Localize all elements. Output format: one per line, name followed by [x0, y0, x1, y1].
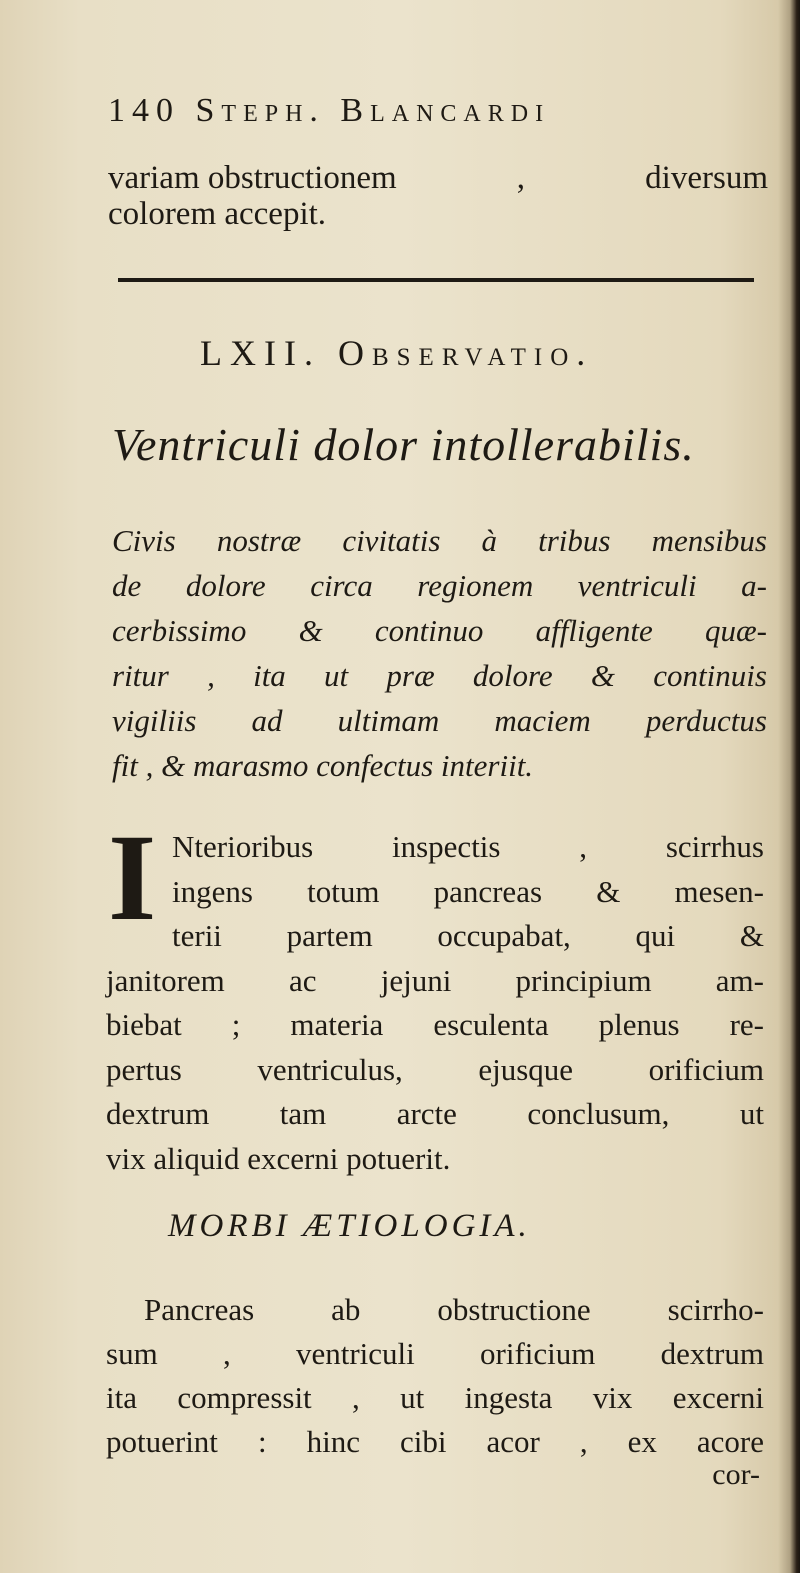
body-line [106, 1092, 764, 1137]
word: de [112, 568, 142, 603]
word: esculenta [433, 1007, 549, 1042]
word: Nterioribus [172, 829, 314, 864]
word: ingesta [464, 1380, 553, 1415]
carryover-line2: colorem accepit. [108, 196, 327, 232]
body-line: vix aliquid excerni potuerit. [106, 1140, 451, 1176]
word: , [579, 1424, 588, 1459]
body-line [106, 1048, 764, 1093]
word: obstructione [437, 1292, 591, 1327]
word: Civis [112, 523, 176, 558]
word: vix [592, 1380, 633, 1415]
section-line [106, 1288, 764, 1332]
summary-line [112, 698, 767, 743]
word: conclusum, [527, 1096, 670, 1131]
word: perductus [645, 703, 767, 738]
summary-line [112, 653, 767, 698]
drop-cap: I [108, 809, 157, 946]
word: terii [172, 918, 222, 953]
word: : [257, 1424, 267, 1459]
word: Pancreas [144, 1292, 255, 1327]
word: ita [106, 1380, 137, 1415]
word: qui [635, 918, 676, 953]
word: compressit [177, 1380, 312, 1415]
case-summary [112, 518, 767, 788]
word: continuo [374, 613, 484, 648]
body-line [106, 870, 764, 915]
word: orificium [648, 1051, 764, 1087]
word: hinc [306, 1424, 360, 1459]
word: civitatis [342, 523, 441, 558]
word: à [481, 523, 498, 558]
word: cerbissimo [112, 613, 247, 648]
word: biebat [106, 1007, 182, 1042]
section-rule [118, 278, 754, 282]
word: circa [310, 568, 373, 603]
aetiologia-paragraph [106, 1288, 764, 1464]
word: re- [729, 1007, 764, 1042]
summary-line [112, 518, 767, 563]
word: ; [231, 1007, 241, 1042]
body-paragraph [106, 809, 764, 1181]
word: ut [400, 1380, 425, 1415]
catchword: cor- [712, 1458, 760, 1491]
section-line [106, 1332, 764, 1376]
word: quæ- [704, 613, 767, 648]
word: sum [106, 1336, 158, 1371]
word: ut [324, 658, 349, 693]
word: ita [253, 658, 286, 693]
word: pancreas [433, 873, 543, 909]
body-line [106, 825, 764, 870]
word: ex [627, 1424, 657, 1459]
word: nostræ [216, 523, 302, 558]
word: scirrhus [665, 829, 764, 864]
summary-line [112, 563, 767, 608]
running-head: 140 Steph. Blancardi [108, 92, 551, 129]
word: ab [331, 1292, 361, 1327]
word: , [352, 1380, 360, 1415]
word: & [298, 613, 323, 648]
carryover-line1-left: variam obstructionem [108, 160, 397, 196]
word: tribus [538, 523, 611, 558]
word: occupabat, [437, 918, 571, 953]
carryover-line1-mid: , [516, 160, 526, 196]
word: scirrho- [667, 1292, 764, 1327]
word: ritur [112, 658, 169, 693]
word: plenus [598, 1007, 680, 1042]
word: tam [279, 1096, 327, 1131]
word: ventriculi [577, 568, 697, 603]
word: potuerint [106, 1424, 218, 1459]
word: dolore [185, 568, 266, 603]
word: continuis [653, 658, 767, 693]
word: dextrum [106, 1096, 210, 1131]
carryover-line1-right: diversum [645, 160, 768, 196]
word: præ [386, 658, 435, 693]
word: orificium [480, 1336, 596, 1371]
word: mensibus [651, 523, 767, 558]
word: ut [739, 1096, 764, 1131]
word: dextrum [660, 1336, 764, 1371]
word: am- [715, 962, 764, 998]
word: ejusque [478, 1051, 574, 1087]
word: vigiliis [112, 703, 197, 738]
summary-line: fit , & marasmo confectus interiit. [112, 748, 534, 783]
section-line [106, 1376, 764, 1420]
word: arcte [396, 1096, 457, 1131]
word: & [739, 918, 764, 953]
page-edge-shadow [778, 0, 800, 1573]
word: ventriculi [295, 1336, 415, 1371]
word: affligente [535, 613, 653, 648]
word: , [222, 1336, 231, 1371]
word: inspectis [392, 829, 501, 864]
word: pertus [106, 1051, 182, 1087]
word: jejuni [380, 962, 452, 998]
word: acor [486, 1424, 540, 1459]
word: janitorem [106, 962, 225, 998]
word: & [590, 658, 616, 693]
word: , [579, 829, 588, 864]
word: excerni [672, 1380, 764, 1415]
summary-line [112, 608, 767, 653]
body-line [106, 914, 764, 959]
word: mesen- [674, 873, 764, 909]
word: ad [251, 703, 283, 738]
observation-heading: LXII. Observatio. [200, 333, 594, 373]
word: maciem [494, 703, 591, 738]
observation-title: Ventriculi dolor intollerabilis. [112, 419, 695, 470]
body-line [106, 1003, 764, 1048]
word: dolore [472, 658, 553, 693]
word: ac [289, 962, 317, 998]
word: ventriculus, [257, 1051, 403, 1087]
carryover-text [108, 160, 768, 232]
word: ultimam [337, 703, 440, 738]
word: totum [307, 873, 380, 909]
word: ingens [172, 873, 253, 909]
word: materia [290, 1007, 384, 1042]
word: regionem [417, 568, 534, 603]
body-line [106, 959, 764, 1004]
section-line [106, 1420, 764, 1464]
word: partem [286, 918, 373, 953]
word: a- [741, 568, 767, 603]
section-heading: MORBI ÆTIOLOGIA. [168, 1208, 531, 1244]
word: , [207, 658, 215, 693]
word: acore [696, 1424, 764, 1459]
word: principium [515, 962, 652, 998]
word: & [596, 873, 621, 909]
word: cibi [399, 1424, 447, 1459]
